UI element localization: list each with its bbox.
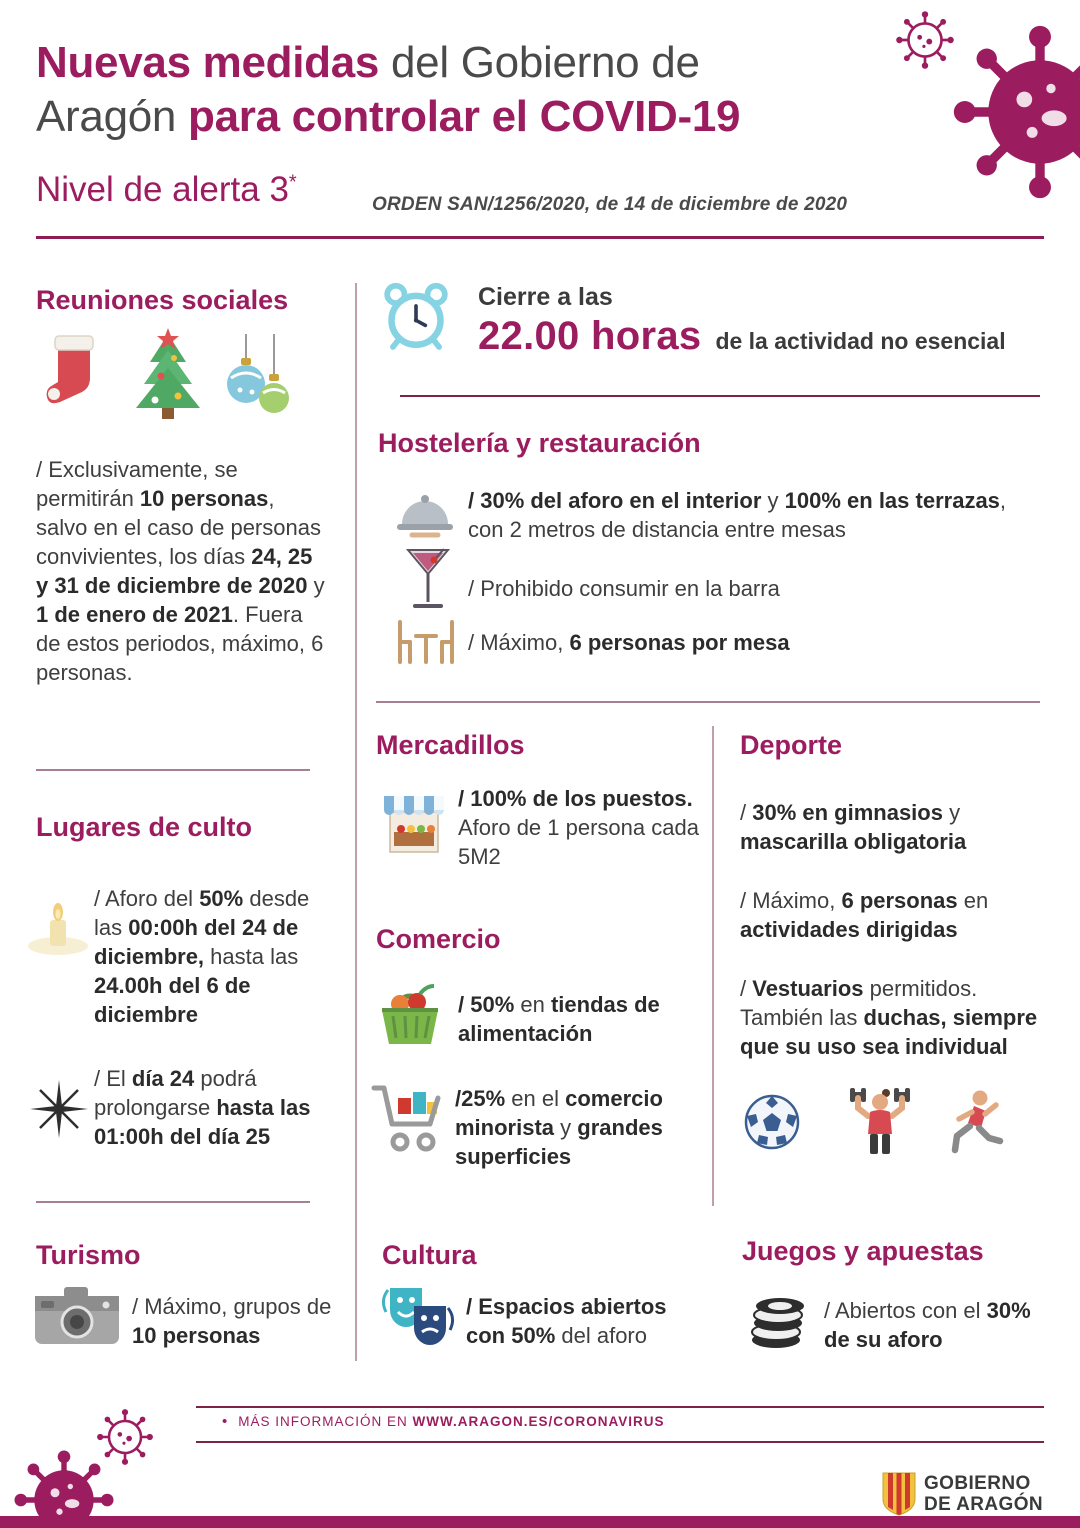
hosteleria-item-2: / Prohibido consumir en la barra	[468, 576, 780, 601]
title-accent-2: para controlar el COVID-19	[188, 92, 741, 141]
column-divider-1	[355, 283, 357, 1361]
section-heading-culto: Lugares de culto	[36, 812, 253, 842]
closing-divider	[400, 395, 1040, 397]
alert-footnote-mark: *	[288, 171, 297, 194]
mercadillos-body: / 100% de los puestos. Aforo de 1 persona cada 5M2	[458, 786, 699, 869]
camera-icon	[34, 1284, 120, 1346]
hosteleria-item-3: / Máximo, 6 personas por mesa	[468, 630, 790, 655]
sparkle-star-icon	[30, 1080, 88, 1138]
weightlifting-icon	[846, 1086, 914, 1156]
comercio-item-2: /25% en el comercio minorista y grandes superficies	[455, 1086, 663, 1169]
candle-icon	[24, 896, 92, 958]
table-chairs-icon	[394, 618, 458, 666]
bullet-icon: •	[222, 1413, 229, 1430]
christmas-stocking-icon	[44, 332, 102, 412]
virus-icon	[946, 18, 1080, 206]
closing-time: 22.00 horas	[478, 314, 702, 358]
left-divider-1	[36, 769, 310, 771]
section-heading-mercadillos: Mercadillos	[376, 730, 525, 760]
left-divider-2	[36, 1201, 310, 1203]
section-heading-reuniones: Reuniones sociales	[36, 285, 289, 315]
market-stall-icon	[382, 790, 446, 862]
title-accent-1: Nuevas medidas	[36, 38, 380, 87]
section-heading-turismo: Turismo	[36, 1240, 141, 1270]
football-icon	[744, 1094, 800, 1150]
order-reference: ORDEN SAN/1256/2020, de 14 de diciembre de 2020	[372, 194, 848, 215]
page-title	[36, 36, 876, 144]
culto-item-2: / El día 24 podrá prolongarse hasta las 01:00h del día 25	[94, 1066, 311, 1149]
footer-info-url: WWW.ARAGON.ES/CORONAVIRUS	[412, 1414, 665, 1429]
alert-level	[36, 170, 297, 210]
culto-item-1: / Aforo del 50% desde las 00:00h del 24 de diciembre, hasta las 24.00h del 6 de diciembre	[94, 886, 310, 1027]
hosteleria-divider	[376, 701, 1040, 703]
footer-info	[222, 1413, 665, 1430]
baubles-icon	[222, 334, 294, 422]
section-heading-cultura: Cultura	[382, 1240, 477, 1270]
reuniones-body: / Exclusivamente, se permitirán 10 personas, salvo en el caso de personas convivientes, los días 24, 25 y 31 de diciembre de 2020 y 1 de enero de 2021. Fuera de estos periodos, máximo, 6 personas.	[36, 457, 325, 685]
footer-divider-bottom	[196, 1441, 1044, 1443]
shopping-cart-icon	[370, 1080, 450, 1156]
christmas-tree-icon	[128, 328, 208, 420]
closing-label: Cierre a las	[478, 283, 613, 311]
deporte-item-2: / Máximo, 6 personas en actividades dirigidas	[740, 888, 989, 942]
section-heading-hosteleria: Hostelería y restauración	[378, 428, 701, 458]
logo-text	[924, 1473, 1043, 1515]
alarm-clock-icon	[380, 280, 452, 352]
cultura-body: / Espacios abiertos con 50% del aforo	[466, 1294, 667, 1348]
logo-text-line2: DE ARAGÓN	[924, 1494, 1044, 1515]
gobierno-aragon-logo	[882, 1472, 1043, 1516]
food-basket-icon	[376, 982, 444, 1048]
deporte-item-1: / 30% en gimnasios y mascarilla obligatoria	[740, 800, 967, 854]
footer-info-text: MÁS INFORMACIÓN EN	[238, 1414, 413, 1429]
comercio-item-1: / 50% en tiendas de alimentación	[458, 992, 660, 1046]
aragon-shield-icon	[882, 1472, 916, 1516]
column-divider-2	[712, 726, 714, 1206]
deporte-item-3: / Vestuarios permitidos. También las duchas, siempre que su uso sea individual	[740, 976, 1038, 1059]
header-divider	[36, 236, 1044, 239]
section-heading-deporte: Deporte	[740, 730, 843, 760]
theater-masks-icon	[380, 1286, 456, 1352]
running-icon	[942, 1088, 1004, 1158]
closing-scope: de la actividad no esencial	[715, 328, 1006, 354]
title-plain-2: Aragón	[36, 92, 189, 141]
bottom-accent-bar	[0, 1516, 1080, 1528]
poker-chips-icon	[746, 1290, 810, 1350]
title-plain-1: del Gobierno de	[379, 38, 700, 87]
section-heading-comercio: Comercio	[376, 924, 501, 954]
cocktail-icon	[406, 548, 450, 614]
section-heading-juegos: Juegos y apuestas	[742, 1236, 984, 1266]
serving-cloche-icon	[396, 490, 454, 538]
alert-level-text: Nivel de alerta 3	[36, 170, 289, 209]
hosteleria-item-1: / 30% del aforo en el interior y 100% en las terrazas, con 2 metros de distancia entre mesas	[468, 488, 1007, 542]
logo-text-line1: GOBIERNO	[924, 1473, 1031, 1494]
footer-divider-top	[196, 1406, 1044, 1408]
juegos-body: / Abiertos con el 30% de su aforo	[824, 1298, 1031, 1352]
turismo-body: / Máximo, grupos de 10 personas	[132, 1294, 332, 1348]
closing-time-block	[478, 283, 1044, 359]
